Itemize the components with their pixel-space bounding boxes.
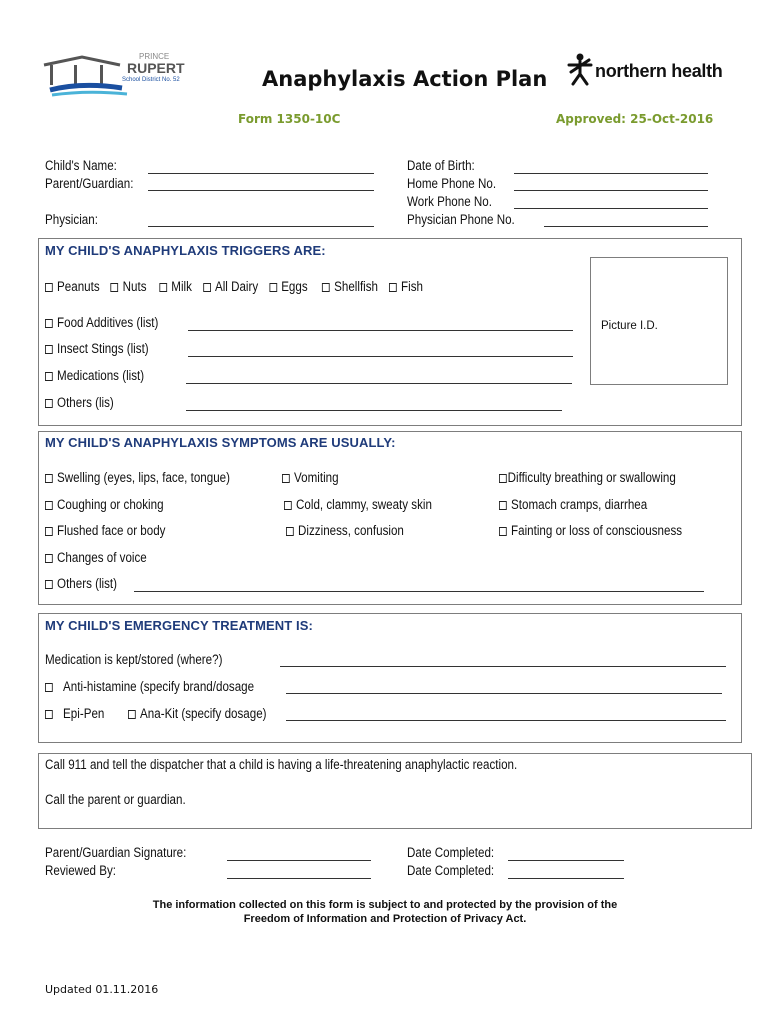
trigger-options-row: [45, 279, 423, 294]
checkbox[interactable]: [322, 283, 330, 292]
symptom-others[interactable]: Others (list): [45, 576, 117, 591]
page-title: Anaphylaxis Action Plan: [262, 67, 548, 91]
anakit-option[interactable]: Ana-Kit (specify dosage): [128, 706, 267, 721]
symptom-stomach[interactable]: Stomach cramps, diarrhea: [499, 497, 647, 512]
antihistamine-field[interactable]: [286, 693, 722, 694]
treatment-heading: MY CHILD'S EMERGENCY TREATMENT IS:: [45, 618, 313, 633]
northern-health-text: northern health: [595, 61, 723, 81]
updated-date: Updated 01.11.2016: [45, 983, 159, 996]
symptoms-section: [38, 431, 742, 605]
food-additives-field[interactable]: [188, 330, 573, 331]
trigger-insect-stings[interactable]: Insect Stings (list): [45, 341, 149, 356]
checkbox[interactable]: [45, 474, 53, 483]
privacy-notice-line2: Freedom of Information and Protection of Privacy Act.: [243, 913, 527, 925]
trigger-food-additives[interactable]: Food Additives (list): [45, 315, 158, 330]
trigger-others[interactable]: Others (lis): [45, 395, 114, 410]
school-logo-main: RUPERT: [127, 60, 185, 76]
trigger-medications[interactable]: Medications (list): [45, 368, 144, 383]
physician-phone-field[interactable]: [544, 226, 708, 227]
symptom-fainting[interactable]: Fainting or loss of consciousness: [499, 523, 682, 538]
checkbox[interactable]: [45, 710, 53, 719]
northern-health-logo: [565, 52, 735, 92]
checkbox[interactable]: [45, 399, 53, 408]
home-phone-field[interactable]: [514, 190, 708, 191]
checkbox[interactable]: [284, 501, 292, 510]
childs-name-field[interactable]: [148, 173, 374, 174]
date-of-birth-field[interactable]: [514, 173, 708, 174]
checkbox[interactable]: [203, 283, 211, 292]
symptom-breathing[interactable]: Difficulty breathing or swallowing: [499, 470, 676, 485]
symptoms-heading: MY CHILD'S ANAPHYLAXIS SYMPTOMS ARE USUALLY:: [45, 435, 396, 450]
school-logo-top: PRINCE: [139, 52, 170, 61]
checkbox[interactable]: [128, 710, 136, 719]
trigger-fish[interactable]: Fish: [389, 279, 423, 294]
parent-guardian-label: Parent/Guardian:: [45, 176, 134, 191]
work-phone-field[interactable]: [514, 208, 708, 209]
checkbox[interactable]: [159, 283, 167, 292]
symptom-voice[interactable]: Changes of voice: [45, 550, 147, 565]
others-symptom-field[interactable]: [134, 591, 704, 592]
work-phone-label: Work Phone No.: [407, 194, 492, 209]
checkbox[interactable]: [499, 474, 507, 483]
physician-label: Physician:: [45, 212, 98, 227]
physician-field[interactable]: [148, 226, 374, 227]
checkbox[interactable]: [45, 283, 53, 292]
checkbox[interactable]: [282, 474, 290, 483]
epipen-option[interactable]: Epi-Pen: [45, 706, 104, 721]
symptom-coughing[interactable]: Coughing or choking: [45, 497, 164, 512]
medications-field[interactable]: [186, 383, 572, 384]
checkbox[interactable]: [45, 319, 53, 328]
medication-location-field[interactable]: [280, 666, 726, 667]
school-logo-sub: School District No. 52: [122, 77, 180, 83]
date-of-birth-label: Date of Birth:: [407, 158, 475, 173]
date-completed-label-1: Date Completed:: [407, 845, 495, 860]
checkbox[interactable]: [45, 501, 53, 510]
symptom-swelling[interactable]: Swelling (eyes, lips, face, tongue): [45, 470, 230, 485]
anakit-dosage-field[interactable]: [286, 720, 726, 721]
checkbox[interactable]: [286, 527, 294, 536]
reviewed-by-field[interactable]: [227, 878, 371, 879]
parent-guardian-field[interactable]: [148, 190, 374, 191]
checkbox[interactable]: [389, 283, 397, 292]
trigger-peanuts[interactable]: Peanuts: [45, 279, 100, 294]
symptom-flushed[interactable]: Flushed face or body: [45, 523, 165, 538]
home-phone-label: Home Phone No.: [407, 176, 497, 191]
checkbox[interactable]: [269, 283, 277, 292]
privacy-notice-line1: The information collected on this form is subject to and protected by the provision of the: [152, 899, 618, 911]
symptom-cold-clammy[interactable]: Cold, clammy, sweaty skin: [284, 497, 432, 512]
date-completed-field-2[interactable]: [508, 878, 624, 879]
checkbox[interactable]: [45, 580, 53, 589]
triggers-heading: MY CHILD'S ANAPHYLAXIS TRIGGERS ARE:: [45, 243, 326, 258]
trigger-all-dairy[interactable]: All Dairy: [203, 279, 258, 294]
form-number: Form 1350-10C: [238, 112, 341, 126]
checkbox[interactable]: [45, 527, 53, 536]
checkbox[interactable]: [45, 345, 53, 354]
trigger-shellfish[interactable]: Shellfish: [322, 279, 378, 294]
date-completed-field-1[interactable]: [508, 860, 624, 861]
school-district-logo: [42, 50, 192, 100]
call-parent-instruction: Call the parent or guardian.: [45, 792, 186, 807]
symptom-dizziness[interactable]: Dizziness, confusion: [286, 523, 404, 538]
checkbox[interactable]: [45, 554, 53, 563]
call-911-instruction: Call 911 and tell the dispatcher that a child is having a life-threatening anaphylactic reaction.: [45, 757, 518, 772]
others-trigger-field[interactable]: [186, 410, 562, 411]
medication-location-label: Medication is kept/stored (where?): [45, 652, 223, 667]
checkbox[interactable]: [499, 527, 507, 536]
insect-stings-field[interactable]: [188, 356, 573, 357]
trigger-nuts[interactable]: Nuts: [111, 279, 147, 294]
antihistamine-option[interactable]: Anti-histamine (specify brand/dosage: [45, 679, 254, 694]
checkbox[interactable]: [45, 683, 53, 692]
parent-signature-label: Parent/Guardian Signature:: [45, 845, 187, 860]
childs-name-label: Child's Name:: [45, 158, 117, 173]
checkbox[interactable]: [111, 283, 119, 292]
approved-date: Approved: 25-Oct-2016: [556, 112, 714, 126]
checkbox[interactable]: [499, 501, 507, 510]
checkbox[interactable]: [45, 372, 53, 381]
trigger-eggs[interactable]: Eggs: [269, 279, 308, 294]
picture-id-label: Picture I.D.: [601, 320, 658, 332]
trigger-milk[interactable]: Milk: [159, 279, 192, 294]
reviewed-by-label: Reviewed By:: [45, 863, 116, 878]
symptom-vomiting[interactable]: Vomiting: [282, 470, 339, 485]
date-completed-label-2: Date Completed:: [407, 863, 495, 878]
parent-signature-field[interactable]: [227, 860, 371, 861]
northern-health-icon: [565, 52, 595, 86]
physician-phone-label: Physician Phone No.: [407, 212, 515, 227]
